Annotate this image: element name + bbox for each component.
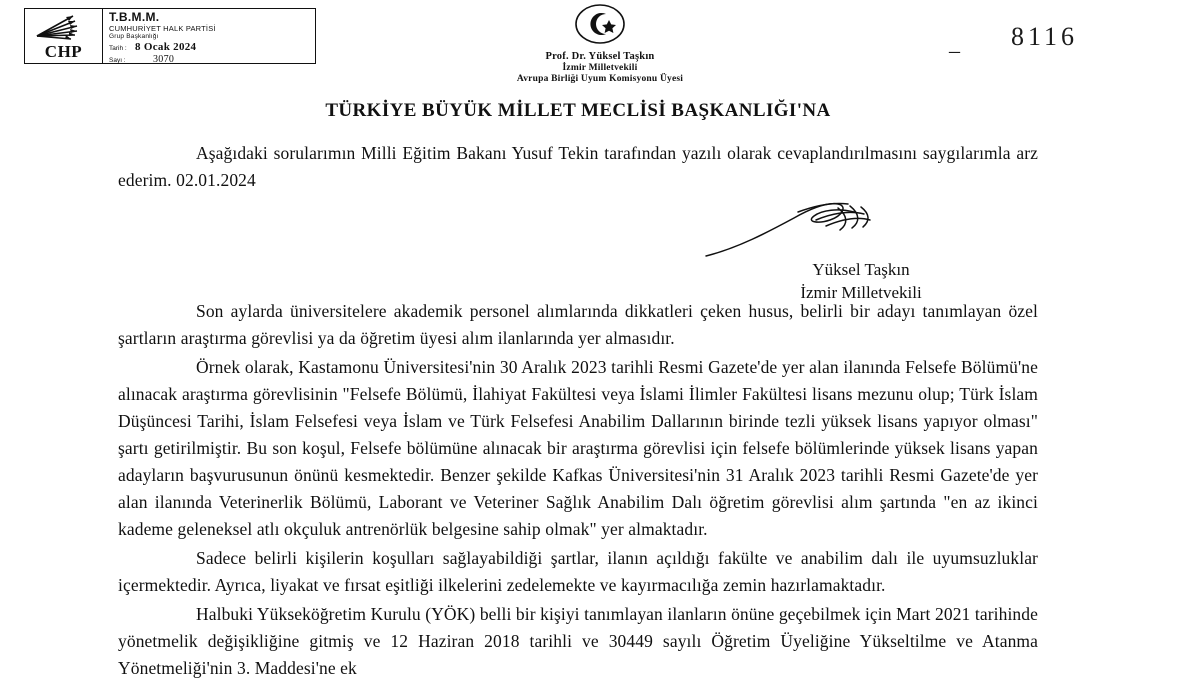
- six-arrows-icon: [33, 12, 95, 40]
- intro-paragraph: Aşağıdaki sorularımın Milli Eğitim Bakanı Yusuf Tekin tarafından yazılı olarak cevaplandırılmasını saygılarımla arz ederim. 02.01.2024: [118, 143, 1038, 190]
- document-header: [0, 0, 1200, 92]
- letterhead-subtitle: CUMHURİYET HALK PARTİSİ: [109, 24, 216, 33]
- chp-letterhead-box: [24, 8, 316, 64]
- document-body: [118, 96, 1038, 684]
- signer-block: [746, 258, 976, 304]
- letterhead-details: [103, 9, 315, 63]
- paragraph: Son aylarda üniversitelere akademik personel alımlarında dikkatleri çeken husus, belirli bir adayı tanımlayan özel şartların araştırma görevlisi ya da öğretim üyesi alım ilanlarında yer almasıdır.: [118, 301, 1038, 348]
- letterhead-title: T.B.M.M.: [109, 10, 160, 24]
- addressee-heading: TÜRKİYE BÜYÜK MİLLET MECLİSİ BAŞKANLIĞI'NA: [325, 100, 831, 121]
- letterhead-subtitle-2: Grup Başkanlığı: [109, 33, 159, 40]
- signer-title: İzmir Milletvekili: [800, 283, 922, 302]
- deputy-commission: Avrupa Birliği Uyum Komisyonu Üyesi: [516, 74, 684, 84]
- deputy-identity-block: [420, 4, 780, 85]
- letterhead-date-label: Tarih :: [109, 45, 127, 52]
- paragraph: Halbuki Yükseköğretim Kurulu (YÖK) belli bir kişiyi tanımlayan ilanların önüne geçebilmek için Mart 2021 tarihinde yönetmelik değişikliğine gitmiş ve 12 Haziran 2018 tarihli ve 30449 sayılı Öğretim Üyeliğine Yükseltilme ve Atanma Yönetmeliği'nin 3. Maddesi'ne ek: [118, 604, 1038, 678]
- letterhead-date-value: 8 Ocak 2024: [135, 41, 197, 53]
- document-number: 8116: [1010, 22, 1078, 51]
- deputy-name: Prof. Dr. Yüksel Taşkın: [545, 51, 655, 62]
- document-number-dash: _: [949, 30, 960, 55]
- signer-name: Yüksel Taşkın: [812, 260, 910, 279]
- letterhead-number-value: 3070: [153, 54, 175, 65]
- letterhead-number-row: [109, 55, 311, 66]
- tbmm-crescent-star-emblem-icon: [420, 4, 780, 49]
- chp-logo-text: CHP: [44, 42, 83, 61]
- letterhead-number-label: Sayı :: [109, 57, 126, 64]
- signature-area: [118, 196, 1038, 302]
- chp-logo-cell: [25, 9, 103, 63]
- body-paragraphs: [118, 298, 1038, 682]
- handwritten-signature-icon: [698, 198, 888, 265]
- paragraph: Sadece belirli kişilerin koşulları sağlayabildiği şartlar, ilanın açıldığı fakülte ve anabilim dalı ile uyumsuzluklar içermektedir. Ayrıca, liyakat ve fırsat eşitliği ilkelerini zedelemekte ve kayırmacılığa zemin hazırlamaktadır.: [118, 548, 1038, 595]
- letterhead-date-row: [109, 42, 311, 54]
- deputy-role: İzmir Milletvekili: [562, 63, 638, 73]
- paragraph: Örnek olarak, Kastamonu Üniversitesi'nin 30 Aralık 2023 tarihli Resmi Gazete'de yer alan ilanında Felsefe Bölümü'ne alınacak araştırma görevlisinin "Felsefe Bölümü, İlahiyat Fakültesi veya İslami İlimler Fakültesi lisans mezunu olup; Türk İslam Düşüncesi Tarihi, İslam Felsefesi veya İslam ve Türk Felsefesi Anabilim Dallarının birinde tezli yüksek lisans yapıyor olması" şartı getirilmiştir. Bu son koşul, Felsefe bölümüne alınacak bir araştırma görevlisi için felsefe bölümlerinde yüksek lisans yapan adayların başvurusunun önünü kesmektedir. Benzer şekilde Kafkas Üniversitesi'nin 31 Aralık 2023 tarihli Resmi Gazete'de yer alan ilanında Veterinerlik Bölümü, Laborant ve Veteriner Sağlık Anabilim Dalı öğretim görevlisi alım şartında "en az ikinci kademe geleneksel atlı okçuluk antrenörlük belgesine sahip olmak" yer almaktadır.: [118, 357, 1038, 539]
